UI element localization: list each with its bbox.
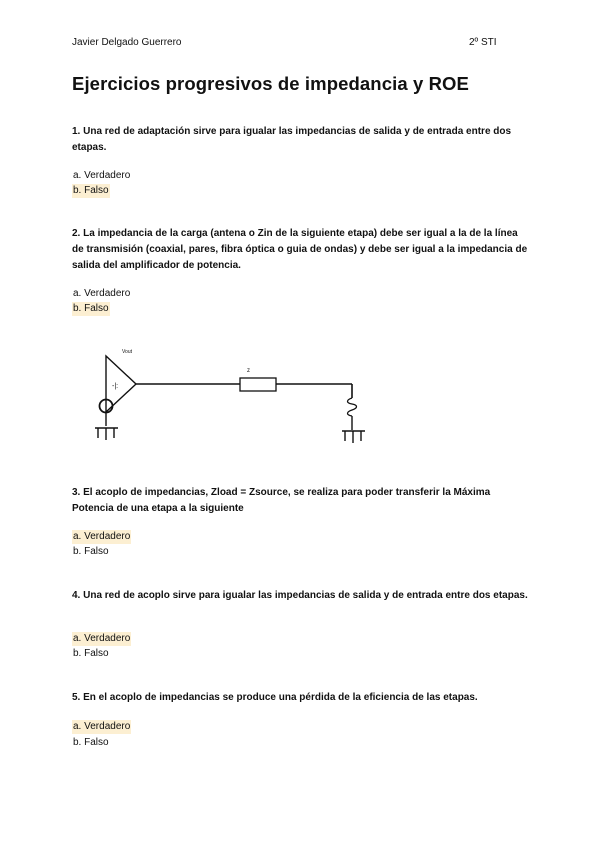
- author-name: Javier Delgado Guerrero: [72, 37, 182, 48]
- amplifier-circuit-diagram: [90, 340, 390, 448]
- amplifier-symbol: -|:: [112, 383, 119, 390]
- page-title: Ejercicios progresivos de impedancia y ROE: [72, 73, 469, 94]
- course-label: 2º STI: [469, 37, 497, 48]
- question-1-text: 1. Una red de adaptación sirve para igualar las impedancias de salida y de entrada entre dos etapas.: [72, 126, 512, 153]
- question-4-option-b[interactable]: b. Falso: [73, 648, 109, 659]
- question-4-text: 4. Una red de acoplo sirve para igualar las impedancias de salida y de entrada entre dos etapas.: [72, 590, 528, 601]
- impedance-label: z: [247, 368, 250, 374]
- right-ground-symbol: [342, 431, 365, 443]
- left-ground-symbol: [95, 428, 118, 440]
- question-4-option-a[interactable]: a. Verdadero: [73, 633, 131, 644]
- load-symbol: [348, 398, 357, 416]
- question-3-option-b[interactable]: b. Falso: [73, 546, 109, 557]
- question-1-option-a[interactable]: a. Verdadero: [73, 170, 131, 181]
- question-2-text: 2. La impedancia de la carga (antena o Zin de la siguiente etapa) debe ser igual a la de la línea de transmisión (coaxial, pares, fibra óptica o guia de ondas) y debe ser igual a la impedancia de salida del amplificador de potencia.: [72, 228, 528, 271]
- question-2-option-a[interactable]: a. Verdadero: [73, 288, 131, 299]
- question-3-text: 3. El acoplo de impedancias, Zload = Zsource, se realiza para poder transferir la Máxima Potencia de una etapa a la siguiente: [72, 487, 491, 514]
- impedance-block: [240, 378, 276, 391]
- question-5-option-b[interactable]: b. Falso: [73, 737, 109, 748]
- amplifier-triangle: [106, 356, 136, 412]
- question-3-option-a[interactable]: a. Verdadero: [73, 531, 131, 542]
- question-5-text: 5. En el acoplo de impedancias se produce una pérdida de la eficiencia de las etapas.: [72, 692, 478, 703]
- question-1-option-b[interactable]: b. Falso: [73, 185, 109, 196]
- question-2-option-b[interactable]: b. Falso: [73, 303, 109, 314]
- question-5-option-a[interactable]: a. Verdadero: [73, 721, 131, 732]
- amplifier-label: Vout: [122, 349, 133, 355]
